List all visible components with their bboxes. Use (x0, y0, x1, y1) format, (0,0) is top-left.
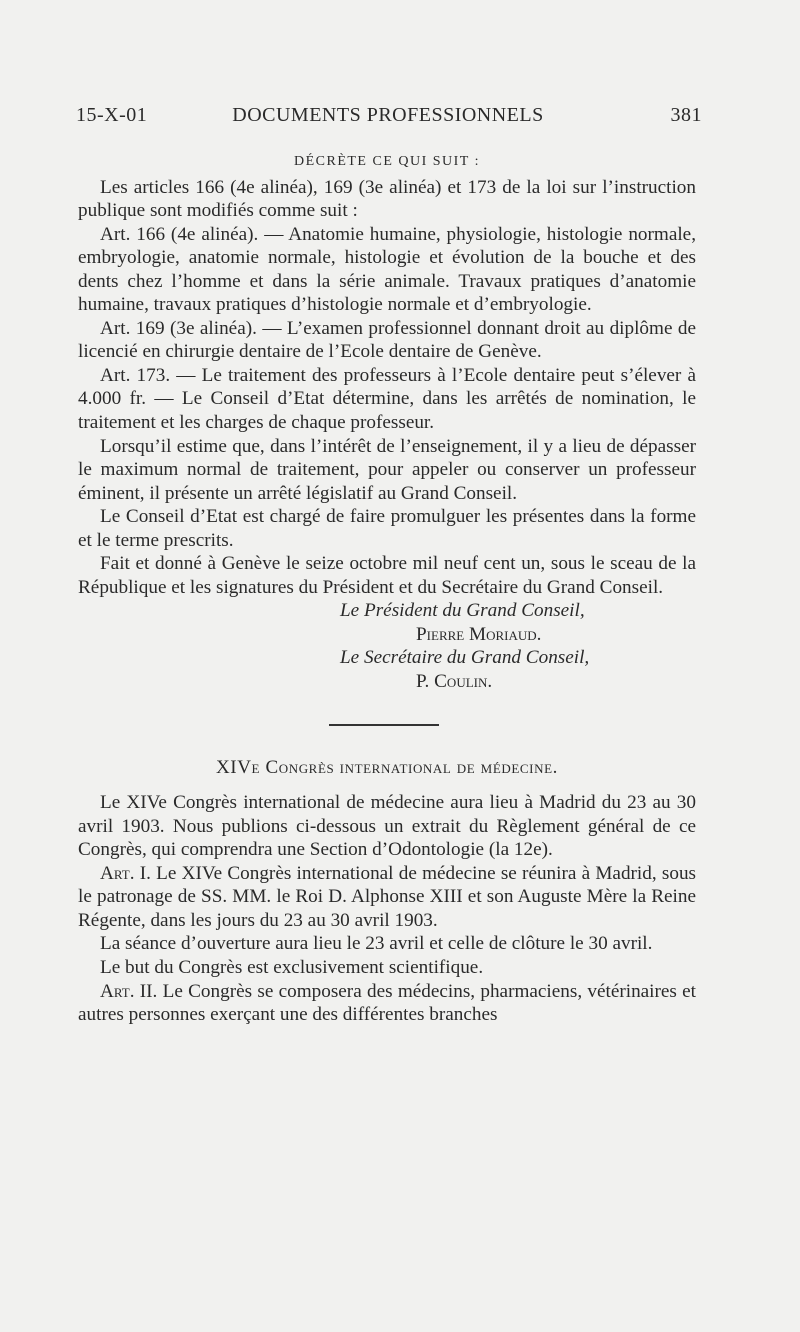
article-1-text: Le XIVe Congrès international de médecine se réunira à Madrid, sous le patronage de SS. MM. le Roi D. Alphonse XIII et son Auguste Mère la Reine Régente, dans les jours du 23 au 30 avril 1903. (78, 862, 697, 931)
article-166-paragraph: Art. 166 (4e alinéa). — Anatomie humaine, physiologie, histologie normale, embryologie, anatomie normale, histologie et évolution de la bouche et des dents chez l’homme et dans la série animale. Travaux pratiques d’anatomie humaine, travaux pratiques d’histologie normale et d’embryologie. (78, 223, 696, 316)
header-title: DOCUMENTS PROFESSIONNELS (232, 104, 544, 126)
secretary-title: Le Secrétaire du Grand Conseil, (340, 647, 590, 669)
article-2-paragraph (78, 980, 696, 1027)
congress-intro-paragraph: Le XIVe Congrès international de médecine aura lieu à Madrid du 23 au 30 avril 1903. Nous publions ci-dessous un extrait du Règlement général de ce Congrès, qui comprendra une Section d’Odontologie (la 12e). (78, 792, 696, 861)
president-name: Pierre Moriaud. (416, 623, 542, 645)
section-title: XIVe Congrès international de médecine. (215, 756, 558, 778)
fait-paragraph: Fait et donné à Genève le seize octobre mil neuf cent un, sous le sceau de la République et les signatures du Président et du Secrétaire du Grand Conseil. (78, 553, 696, 598)
but-paragraph: Le but du Congrès est exclusivement scientifique. (100, 956, 484, 978)
article-173-paragraph: Art. 173. — Le traitement des professeurs à l’Ecole dentaire peut s’élever à 4.000 fr. — Le Conseil d’Etat détermine, dans les arrêtés de nomination, le traitement et les charges de chaque professeur. (78, 364, 696, 434)
article-2-label: Art. II. (100, 980, 158, 1002)
article-169-paragraph: Art. 169 (3e alinéa). — L’examen professionnel donnant droit au diplôme de licencié en chirurgie dentaire de l’Ecole dentaire de Genève. (78, 317, 696, 363)
article-2-text: Le Congrès se composera des médecins, pharmaciens, vétérinaires et autres personnes exerçant une des différentes branches (78, 980, 697, 1026)
decree-heading: DÉCRÈTE CE QUI SUIT : (293, 154, 480, 169)
article-1-label: Art. I. (100, 862, 151, 884)
header-date: 15-X-01 (76, 104, 148, 126)
seance-paragraph: La séance d’ouverture aura lieu le 23 avril et celle de clôture le 30 avril. (100, 933, 653, 955)
decree-intro-paragraph: Les articles 166 (4e alinéa), 169 (3e alinéa) et 173 de la loi sur l’instruction publique sont modifiés comme suit : (78, 176, 696, 222)
article-1-paragraph (78, 862, 696, 933)
secretary-name: P. Coulin. (416, 671, 493, 693)
body-text (78, 150, 696, 1027)
president-title: Le Président du Grand Conseil, (340, 600, 585, 622)
page-number: 381 (670, 104, 702, 126)
running-header (76, 104, 700, 134)
divider-rule (329, 724, 439, 726)
section-divider (78, 694, 696, 742)
conseil-paragraph: Le Conseil d’Etat est chargé de faire promulguer les présentes dans la forme et le terme prescrits. (78, 506, 696, 551)
lorsque-paragraph: Lorsqu’il estime que, dans l’intérêt de l’enseignement, il y a lieu de dépasser le maximum normal de traitement, pour appeler ou conserver un professeur éminent, il présente un arrêté législatif au Grand Conseil. (78, 435, 696, 504)
